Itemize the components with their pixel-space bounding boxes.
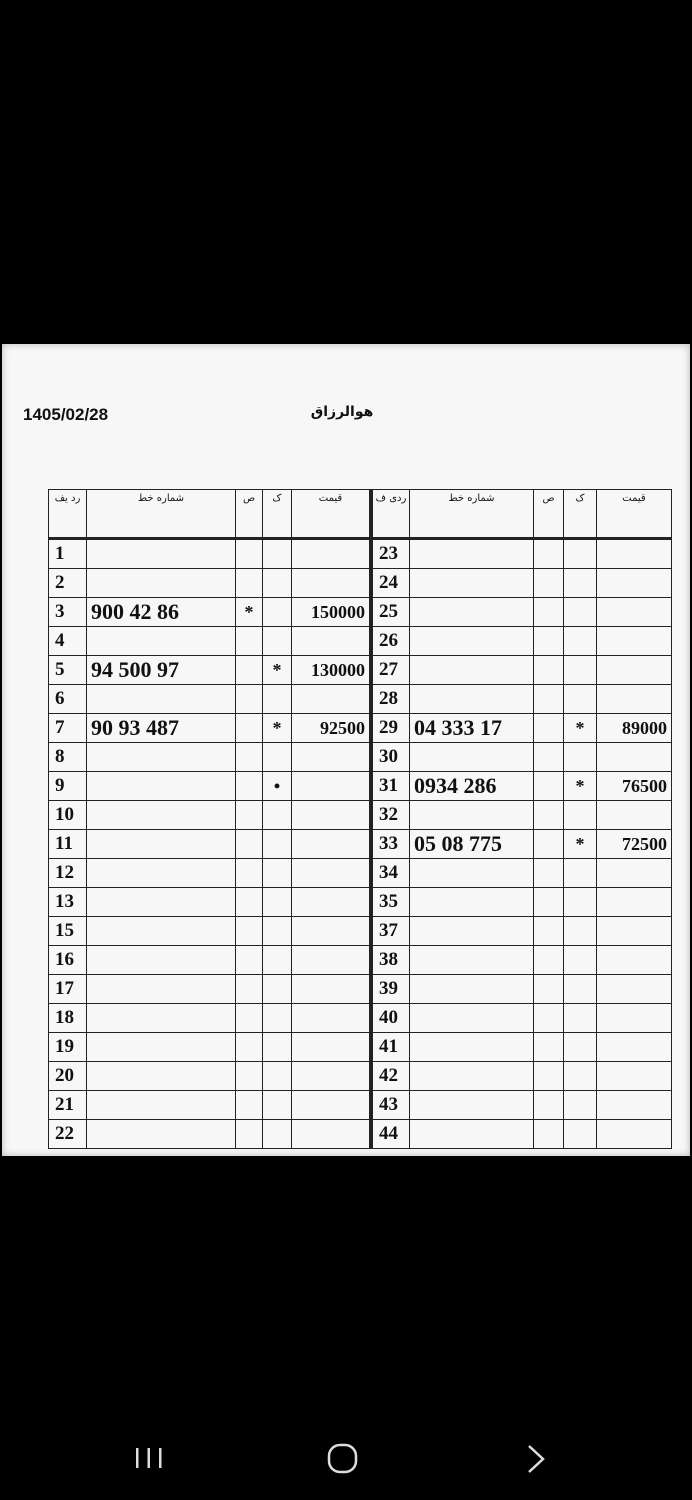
price-cell	[597, 975, 672, 1004]
s-mark-cell	[534, 1091, 564, 1120]
row-number-cell: 22	[49, 1120, 87, 1149]
k-mark-cell	[263, 917, 292, 946]
price-cell	[597, 1033, 672, 1062]
price-cell	[292, 1062, 370, 1091]
line-number-cell	[87, 801, 236, 830]
price-cell	[292, 801, 370, 830]
table-row	[49, 946, 370, 975]
table-row	[49, 772, 370, 801]
line-number-cell	[410, 656, 534, 685]
price-cell	[292, 859, 370, 888]
table-row	[372, 743, 672, 772]
k-mark-cell: *	[564, 714, 597, 743]
s-mark-cell	[236, 1062, 263, 1091]
k-mark-cell	[263, 598, 292, 627]
k-mark-cell	[263, 685, 292, 714]
line-number-cell	[410, 598, 534, 627]
row-number-cell: 32	[372, 801, 410, 830]
line-number-cell	[87, 1120, 236, 1149]
row-number-cell: 42	[372, 1062, 410, 1091]
row-number-cell: 2	[49, 569, 87, 598]
table-row	[49, 917, 370, 946]
line-number-cell: 90 93 487	[87, 714, 236, 743]
col-price-label: قیمت	[292, 490, 370, 539]
table-row	[49, 627, 370, 656]
table-row	[372, 1033, 672, 1062]
row-number-cell: 40	[372, 1004, 410, 1033]
table-row	[49, 1120, 370, 1149]
row-number-cell: 30	[372, 743, 410, 772]
k-mark-cell: *	[263, 656, 292, 685]
k-mark-cell	[564, 1062, 597, 1091]
line-number-cell	[410, 859, 534, 888]
s-mark-cell	[236, 743, 263, 772]
k-mark-cell	[263, 888, 292, 917]
price-cell	[597, 946, 672, 975]
line-number-cell	[410, 975, 534, 1004]
k-mark-cell	[564, 1120, 597, 1149]
row-number-cell: 13	[49, 888, 87, 917]
recent-apps-button[interactable]	[119, 1438, 179, 1478]
table-row	[372, 772, 672, 801]
row-number-cell: 8	[49, 743, 87, 772]
k-mark-cell	[564, 743, 597, 772]
row-number-cell: 6	[49, 685, 87, 714]
price-cell	[292, 917, 370, 946]
price-cell	[292, 539, 370, 569]
table-row	[49, 569, 370, 598]
row-number-cell: 26	[372, 627, 410, 656]
row-number-cell: 35	[372, 888, 410, 917]
price-cell	[292, 772, 370, 801]
k-mark-cell	[263, 539, 292, 569]
s-mark-cell	[534, 830, 564, 859]
line-number-cell	[87, 830, 236, 859]
s-mark-cell	[534, 1004, 564, 1033]
k-mark-cell	[263, 801, 292, 830]
col-line-number-label: شماره خط	[87, 490, 236, 539]
line-number-cell	[87, 946, 236, 975]
k-mark-cell	[564, 539, 597, 569]
price-cell	[292, 569, 370, 598]
col-k-label: ک	[263, 490, 292, 539]
k-mark-cell	[263, 1062, 292, 1091]
k-mark-cell	[564, 656, 597, 685]
row-number-cell: 23	[372, 539, 410, 569]
k-mark-cell	[564, 627, 597, 656]
s-mark-cell	[236, 1004, 263, 1033]
k-mark-cell	[263, 946, 292, 975]
price-cell	[597, 539, 672, 569]
table-row	[49, 888, 370, 917]
s-mark-cell	[534, 1033, 564, 1062]
s-mark-cell	[534, 888, 564, 917]
row-number-cell: 5	[49, 656, 87, 685]
price-cell	[597, 1120, 672, 1149]
s-mark-cell	[534, 975, 564, 1004]
k-mark-cell	[564, 888, 597, 917]
k-mark-cell	[564, 569, 597, 598]
row-number-cell: 28	[372, 685, 410, 714]
price-cell	[292, 1033, 370, 1062]
line-number-cell	[87, 917, 236, 946]
line-number-cell	[87, 1062, 236, 1091]
k-mark-cell: *	[564, 830, 597, 859]
price-cell	[292, 1120, 370, 1149]
k-mark-cell	[564, 685, 597, 714]
row-number-cell: 21	[49, 1091, 87, 1120]
row-number-cell: 12	[49, 859, 87, 888]
table-row	[372, 714, 672, 743]
k-mark-cell: •	[263, 772, 292, 801]
line-number-cell	[410, 917, 534, 946]
price-cell	[597, 743, 672, 772]
k-mark-cell: *	[263, 714, 292, 743]
table-row	[372, 917, 672, 946]
line-number-cell	[87, 539, 236, 569]
table-row	[372, 801, 672, 830]
table-row	[49, 714, 370, 743]
line-number-cell	[87, 772, 236, 801]
row-number-cell: 24	[372, 569, 410, 598]
table-row	[49, 975, 370, 1004]
line-number-cell	[87, 685, 236, 714]
k-mark-cell	[263, 1004, 292, 1033]
line-number-cell	[87, 859, 236, 888]
table-row	[372, 1091, 672, 1120]
k-mark-cell	[564, 859, 597, 888]
s-mark-cell	[236, 859, 263, 888]
row-number-cell: 18	[49, 1004, 87, 1033]
row-number-cell: 44	[372, 1120, 410, 1149]
row-number-cell: 41	[372, 1033, 410, 1062]
price-cell	[597, 627, 672, 656]
recent-apps-icon	[119, 1438, 179, 1478]
table-row	[49, 598, 370, 627]
row-number-cell: 3	[49, 598, 87, 627]
scanned-document	[2, 344, 690, 1156]
table-row	[372, 1004, 672, 1033]
line-number-cell	[410, 743, 534, 772]
s-mark-cell	[534, 598, 564, 627]
s-mark-cell: *	[236, 598, 263, 627]
line-number-cell	[410, 946, 534, 975]
table-row	[372, 975, 672, 1004]
k-mark-cell	[263, 1091, 292, 1120]
price-cell	[597, 1004, 672, 1033]
left-price-table	[48, 489, 370, 1149]
row-number-cell: 39	[372, 975, 410, 1004]
line-number-cell: 0934 286	[410, 772, 534, 801]
price-cell	[597, 685, 672, 714]
col-line-number-label: شماره خط	[410, 490, 534, 539]
line-number-cell	[87, 743, 236, 772]
line-number-cell	[410, 569, 534, 598]
s-mark-cell	[534, 772, 564, 801]
line-number-cell	[410, 801, 534, 830]
line-number-cell: 900 42 86	[87, 598, 236, 627]
price-cell: 72500	[597, 830, 672, 859]
price-cell	[292, 685, 370, 714]
row-number-cell: 38	[372, 946, 410, 975]
price-cell	[292, 743, 370, 772]
line-number-cell	[410, 1120, 534, 1149]
table-row	[49, 539, 370, 569]
document-date: 1405/02/28	[23, 405, 109, 424]
line-number-cell	[87, 1033, 236, 1062]
price-cell	[292, 1004, 370, 1033]
price-cell: 89000	[597, 714, 672, 743]
android-navigation-bar	[0, 1420, 692, 1500]
k-mark-cell	[564, 1004, 597, 1033]
s-mark-cell	[236, 539, 263, 569]
table-row	[49, 859, 370, 888]
line-number-cell	[87, 569, 236, 598]
line-number-cell: 04 333 17	[410, 714, 534, 743]
k-mark-cell	[263, 627, 292, 656]
s-mark-cell	[236, 1033, 263, 1062]
s-mark-cell	[236, 1120, 263, 1149]
price-cell: 92500	[292, 714, 370, 743]
s-mark-cell	[236, 772, 263, 801]
col-price-label: قیمت	[597, 490, 672, 539]
s-mark-cell	[236, 801, 263, 830]
price-cell	[597, 801, 672, 830]
document-heading: هوالرزاق	[310, 404, 374, 420]
row-number-cell: 15	[49, 917, 87, 946]
row-number-cell: 20	[49, 1062, 87, 1091]
s-mark-cell	[534, 569, 564, 598]
s-mark-cell	[236, 888, 263, 917]
s-mark-cell	[236, 627, 263, 656]
line-number-cell	[410, 888, 534, 917]
price-cell	[292, 975, 370, 1004]
k-mark-cell	[564, 1091, 597, 1120]
s-mark-cell	[534, 917, 564, 946]
row-number-cell: 33	[372, 830, 410, 859]
back-button[interactable]	[507, 1438, 567, 1478]
table-row	[372, 598, 672, 627]
table-row	[49, 1033, 370, 1062]
k-mark-cell	[564, 946, 597, 975]
row-number-cell: 27	[372, 656, 410, 685]
k-mark-cell: *	[564, 772, 597, 801]
row-number-cell: 16	[49, 946, 87, 975]
table-row	[372, 1120, 672, 1149]
price-cell	[292, 627, 370, 656]
k-mark-cell	[263, 569, 292, 598]
row-number-cell: 7	[49, 714, 87, 743]
row-number-cell: 31	[372, 772, 410, 801]
price-cell	[597, 598, 672, 627]
k-mark-cell	[564, 598, 597, 627]
k-mark-cell	[564, 1033, 597, 1062]
s-mark-cell	[534, 801, 564, 830]
line-number-cell	[410, 627, 534, 656]
col-s-label: ص	[236, 490, 263, 539]
col-s-label: ص	[534, 490, 564, 539]
price-cell	[292, 888, 370, 917]
price-cell: 130000	[292, 656, 370, 685]
line-number-cell	[87, 1004, 236, 1033]
s-mark-cell	[236, 685, 263, 714]
k-mark-cell	[263, 859, 292, 888]
table-row	[372, 1062, 672, 1091]
price-cell	[597, 888, 672, 917]
table-row	[49, 685, 370, 714]
row-number-cell: 9	[49, 772, 87, 801]
table-row	[372, 946, 672, 975]
price-cell	[597, 569, 672, 598]
table-row	[49, 830, 370, 859]
table-row	[49, 1091, 370, 1120]
line-number-cell: 05 08 775	[410, 830, 534, 859]
price-cell	[292, 830, 370, 859]
price-cell	[597, 1062, 672, 1091]
line-number-cell: 94 500 97	[87, 656, 236, 685]
s-mark-cell	[534, 1062, 564, 1091]
table-row	[372, 656, 672, 685]
s-mark-cell	[534, 743, 564, 772]
s-mark-cell	[534, 714, 564, 743]
table-row	[49, 656, 370, 685]
s-mark-cell	[236, 975, 263, 1004]
line-number-cell	[87, 975, 236, 1004]
s-mark-cell	[236, 917, 263, 946]
line-number-cell	[410, 1033, 534, 1062]
k-mark-cell	[263, 743, 292, 772]
row-number-cell: 34	[372, 859, 410, 888]
price-cell: 150000	[292, 598, 370, 627]
k-mark-cell	[263, 830, 292, 859]
k-mark-cell	[564, 975, 597, 1004]
row-number-cell: 25	[372, 598, 410, 627]
s-mark-cell	[236, 714, 263, 743]
table-row	[372, 859, 672, 888]
s-mark-cell	[534, 627, 564, 656]
k-mark-cell	[263, 975, 292, 1004]
home-button[interactable]	[313, 1438, 373, 1478]
s-mark-cell	[236, 946, 263, 975]
home-icon	[313, 1438, 373, 1478]
price-cell	[292, 1091, 370, 1120]
s-mark-cell	[236, 830, 263, 859]
row-number-cell: 4	[49, 627, 87, 656]
table-row	[49, 1004, 370, 1033]
s-mark-cell	[534, 1120, 564, 1149]
row-number-cell: 1	[49, 539, 87, 569]
right-price-table	[370, 489, 672, 1149]
k-mark-cell	[263, 1033, 292, 1062]
k-mark-cell	[564, 801, 597, 830]
price-cell	[597, 656, 672, 685]
row-number-cell: 11	[49, 830, 87, 859]
back-icon	[507, 1438, 567, 1478]
row-number-cell: 10	[49, 801, 87, 830]
line-number-cell	[87, 1091, 236, 1120]
row-number-cell: 17	[49, 975, 87, 1004]
s-mark-cell	[534, 685, 564, 714]
row-number-cell: 37	[372, 917, 410, 946]
table-row	[372, 539, 672, 569]
line-number-cell	[410, 685, 534, 714]
price-cell	[597, 1091, 672, 1120]
line-number-cell	[87, 627, 236, 656]
k-mark-cell	[263, 1120, 292, 1149]
price-cell	[597, 859, 672, 888]
row-number-cell: 29	[372, 714, 410, 743]
s-mark-cell	[236, 1091, 263, 1120]
table-row	[49, 743, 370, 772]
line-number-cell	[410, 1091, 534, 1120]
row-number-cell: 19	[49, 1033, 87, 1062]
s-mark-cell	[534, 539, 564, 569]
table-row	[49, 801, 370, 830]
table-row	[372, 569, 672, 598]
price-cell	[597, 917, 672, 946]
table-row	[372, 627, 672, 656]
table-row	[49, 1062, 370, 1091]
k-mark-cell	[564, 917, 597, 946]
s-mark-cell	[534, 859, 564, 888]
price-cell: 76500	[597, 772, 672, 801]
s-mark-cell	[534, 656, 564, 685]
line-number-cell	[87, 888, 236, 917]
s-mark-cell	[236, 656, 263, 685]
line-number-cell	[410, 539, 534, 569]
s-mark-cell	[236, 569, 263, 598]
row-number-cell: 43	[372, 1091, 410, 1120]
col-row-label: رد یف	[49, 490, 87, 539]
line-number-cell	[410, 1004, 534, 1033]
col-row-label: ردی ف	[372, 490, 410, 539]
col-k-label: ک	[564, 490, 597, 539]
table-row	[372, 888, 672, 917]
s-mark-cell	[534, 946, 564, 975]
table-row	[372, 685, 672, 714]
line-number-cell	[410, 1062, 534, 1091]
price-cell	[292, 946, 370, 975]
table-row	[372, 830, 672, 859]
